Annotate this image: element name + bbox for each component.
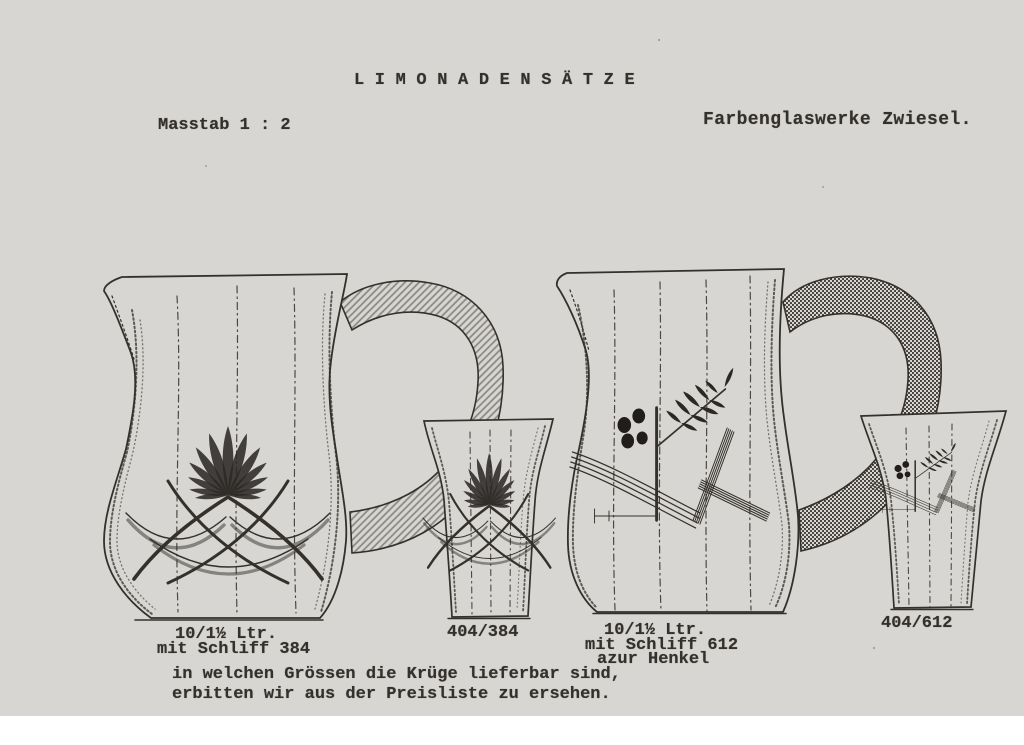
caption-pitcher-612-cut: mit Schliff 612	[585, 636, 739, 655]
page-title: L I M O N A D E N S Ä T Z E	[354, 71, 635, 90]
caption-pitcher-384-cut: mit Schliff 384	[157, 640, 311, 659]
manufacturer-label: Farbenglaswerke Zwiesel.	[703, 110, 972, 130]
footer-note-line2: erbitten wir aus der Preisliste zu ersehen.	[172, 685, 611, 704]
caption-pitcher-384-size: 10/1½ Ltr.	[175, 625, 278, 644]
footer-note-line1: in welchen Grössen die Krüge lieferbar sind,	[172, 665, 621, 684]
caption-tumbler-612: 404/612	[881, 614, 953, 633]
scale-label: Masstab 1 : 2	[158, 116, 291, 135]
tumbler-612-drawing	[861, 411, 1006, 610]
caption-pitcher-612-size: 10/1½ Ltr.	[604, 621, 707, 640]
caption-pitcher-612-handle: azur Henkel	[597, 650, 710, 669]
caption-tumbler-384: 404/384	[447, 623, 519, 642]
